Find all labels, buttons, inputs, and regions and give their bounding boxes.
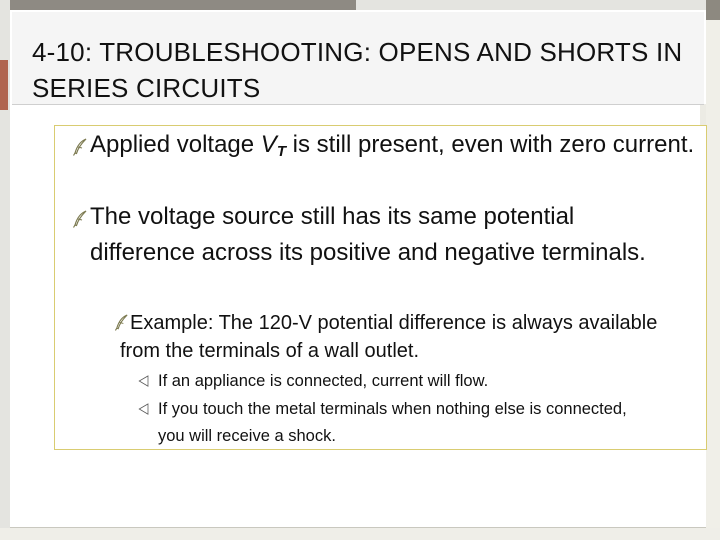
bullet-voltage-source: The voltage source still has its same potential difference across its positive and negative terminals. bbox=[90, 203, 646, 266]
bullet-text-before: Applied voltage bbox=[90, 131, 261, 158]
title-bar bbox=[12, 12, 704, 105]
arrowhead-icon: ⨞ bbox=[138, 373, 150, 389]
sub-sub-bullet-shock: If you touch the metal terminals when nothing else is connected, you will receive a shock. bbox=[158, 400, 627, 445]
frame-left-accent bbox=[0, 60, 8, 110]
frame-right-accent bbox=[706, 0, 720, 20]
slide-title: 4-10: TROUBLESHOOTING: OPENS AND SHORTS IN SERIES CIRCUITS bbox=[32, 37, 683, 103]
voltage-subscript: T bbox=[276, 143, 286, 160]
bullet-text-after: is still present, even with zero current. bbox=[285, 131, 695, 158]
voltage-symbol: V bbox=[260, 131, 277, 158]
quill-pen-icon bbox=[72, 138, 88, 156]
bullet-applied-voltage bbox=[90, 127, 700, 170]
frame-bottom-line bbox=[10, 527, 706, 528]
frame-top-accent bbox=[6, 0, 356, 10]
frame-bottom-border bbox=[0, 528, 720, 540]
sub-sub-bullet-appliance: If an appliance is connected, current will flow. bbox=[158, 372, 489, 390]
frame-right-border bbox=[706, 0, 720, 540]
sub-bullet-example: Example: The 120-V potential difference is always available from the terminals of a wall outlet. bbox=[120, 312, 658, 362]
arrowhead-icon: ⨞ bbox=[138, 401, 150, 417]
quill-pen-icon bbox=[72, 210, 88, 228]
